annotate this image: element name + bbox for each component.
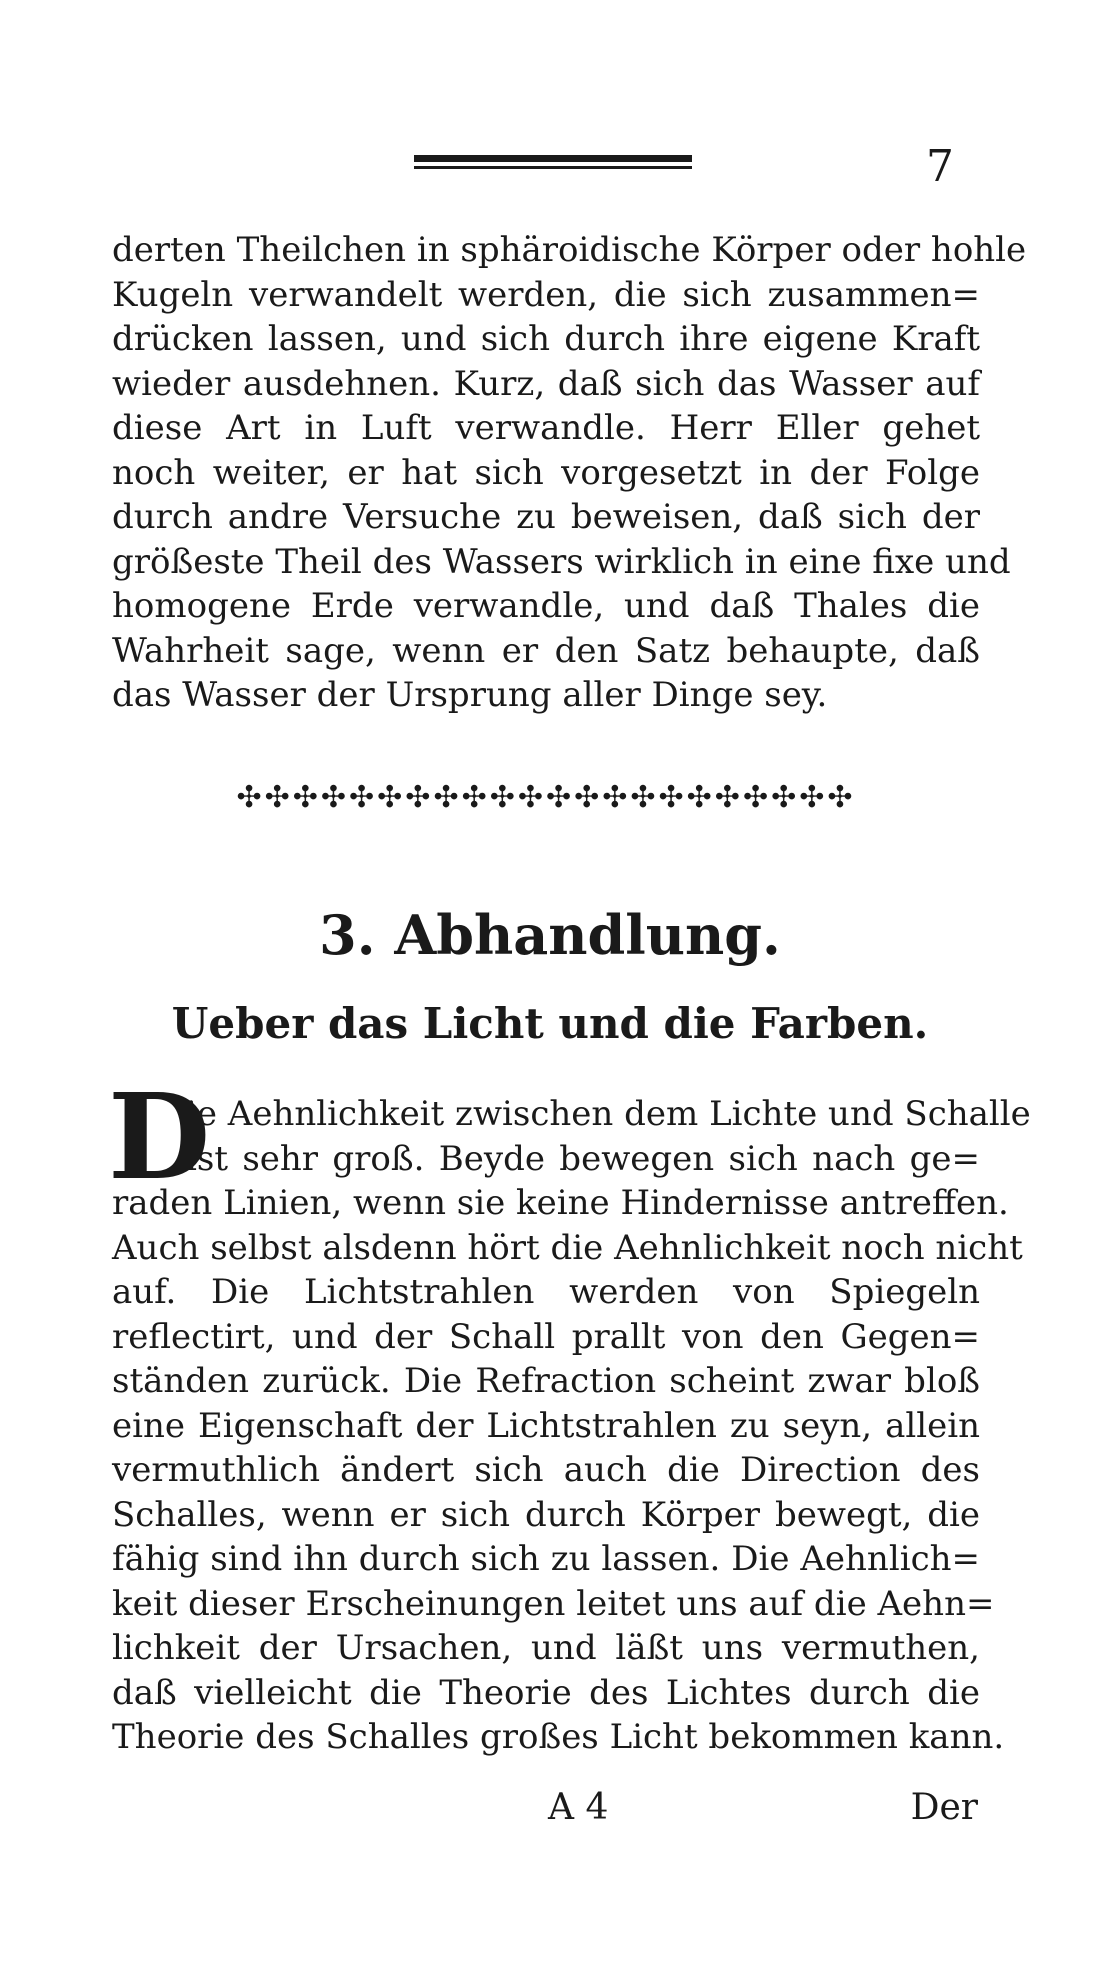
text-line: homogene Erde verwandle, und daß Thales die [112, 586, 980, 626]
text-line: ie Aehnlichkeit zwischen dem Lichte und Schalle [186, 1094, 1031, 1134]
text-line: diese Art in Luft verwandle. Herr Eller gehet [112, 408, 980, 448]
text-line: vermuthlich ändert sich auch die Direction des [112, 1450, 980, 1490]
text-line: Kugeln verwandelt werden, die sich zusammen= [112, 274, 980, 315]
text-line: größeste Theil des Wassers wirklich in eine fixe und [112, 541, 1011, 582]
text-line: durch andre Versuche zu beweisen, daß sich der [112, 497, 980, 537]
text-line: ist sehr groß. Beyde bewegen sich nach ge= [186, 1138, 980, 1179]
text-line: eine Eigenschaft der Lichtstrahlen zu seyn, allein [112, 1405, 980, 1446]
text-line: auf. Die Lichtstrahlen werden von Spiegeln [112, 1272, 980, 1312]
text-line: Theorie des Schalles großes Licht bekommen kann. [112, 1717, 1005, 1757]
catchword: Der [910, 1787, 978, 1828]
text-line: fähig sind ihn durch sich zu lassen. Die Aehnlich= [112, 1539, 980, 1579]
text-line: raden Linien, wenn sie keine Hindernisse antreffen. [112, 1183, 1009, 1223]
text-line: keit dieser Erscheinungen leitet uns auf die Aehn= [112, 1583, 995, 1624]
text-line: reflectirt, und der Schall prallt von den Gegen= [112, 1316, 980, 1357]
page-number: 7 [926, 141, 954, 192]
text-line: noch weiter, er hat sich vorgesetzt in der Folge [112, 452, 980, 493]
signature-mark: A 4 [548, 1787, 609, 1828]
text-line: das Wasser der Ursprung aller Dinge sey. [112, 675, 828, 715]
text-line: drücken lassen, und sich durch ihre eigene Kraft [112, 319, 980, 359]
section-subheading: Ueber das Licht und die Farben. [171, 999, 929, 1048]
ornament-divider: ✣✣✣✣✣✣✣✣✣✣✣✣✣✣✣✣✣✣✣✣✣✣ [236, 780, 856, 815]
text-line: Wahrheit sage, wenn er den Satz behaupte, daß [112, 630, 980, 671]
text-line: wieder ausdehnen. Kurz, daß sich das Wasser auf [112, 363, 980, 404]
paragraph-body [112, 1181, 1023, 1760]
paragraph-continuation [112, 228, 1027, 718]
paragraph-opening [186, 1092, 1031, 1181]
text-line: ständen zurück. Die Refraction scheint zwar bloß [112, 1361, 980, 1401]
text-line: Auch selbst alsdenn hört die Aehnlichkeit noch nicht [112, 1227, 1023, 1268]
text-line: derten Theilchen in sphäroidische Körper oder hohle [112, 230, 1027, 270]
section-heading: 3. Abhandlung. [319, 903, 781, 967]
header-rule-thin [414, 166, 692, 169]
text-line: daß vielleicht die Theorie des Lichtes durch die [112, 1672, 980, 1713]
header-rule-thick [414, 155, 692, 162]
drop-cap: D [108, 1067, 211, 1206]
text-line: Schalles, wenn er sich durch Körper bewegt, die [112, 1494, 980, 1535]
header-rule [414, 155, 692, 173]
text-line: lichkeit der Ursachen, und läßt uns vermuthen, [112, 1628, 980, 1668]
